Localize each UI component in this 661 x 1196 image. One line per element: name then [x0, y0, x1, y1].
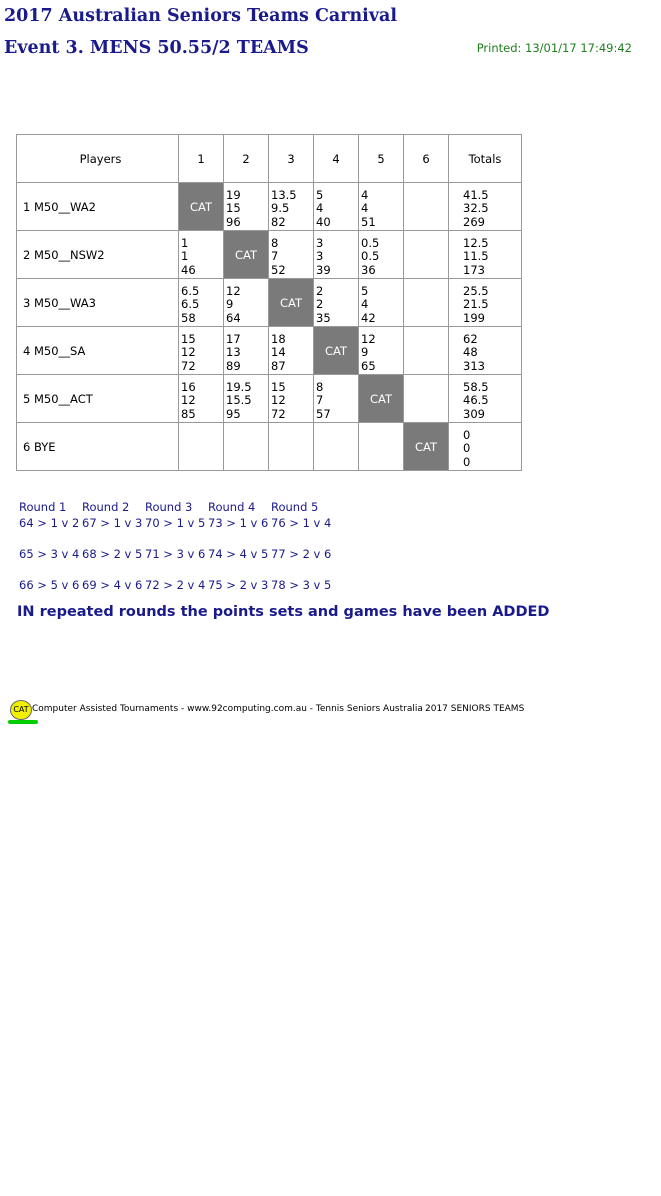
player-name: 5 M50__ACT	[17, 375, 179, 423]
player-name: 1 M50__WA2	[17, 183, 179, 231]
score-cell	[179, 375, 224, 423]
match-entry: 69 > 4 v 6	[82, 578, 143, 592]
column-header: 1	[179, 135, 224, 183]
totals-cell	[449, 231, 522, 279]
column-header: Totals	[449, 135, 522, 183]
table-row	[17, 423, 522, 471]
column-header: Players	[17, 135, 179, 183]
score-value: 9.5	[271, 201, 290, 216]
footer-credit: Computer Assisted Tournaments - www.92computing.com.au - Tennis Seniors Australia	[32, 704, 423, 714]
score-value: 12	[181, 345, 196, 360]
score-cell	[179, 423, 224, 471]
score-cell	[359, 231, 404, 279]
score-value: 6.5	[181, 297, 200, 312]
footer-event: 2017 SENIORS TEAMS	[425, 704, 525, 714]
score-value: 5	[316, 187, 324, 202]
total-value: 58.5	[463, 379, 489, 394]
score-value: 40	[316, 215, 331, 230]
total-value: 11.5	[463, 249, 489, 264]
score-cell	[404, 231, 449, 279]
score-cell	[359, 423, 404, 471]
score-value: 65	[361, 359, 376, 374]
score-value: 7	[271, 249, 279, 264]
cat-cell: CAT	[404, 423, 449, 471]
match-entry: 71 > 3 v 6	[145, 547, 206, 561]
match-entry: 68 > 2 v 5	[82, 547, 143, 561]
match-entry: 66 > 5 v 6	[19, 578, 80, 592]
round-column	[145, 499, 205, 608]
score-value: 15	[181, 331, 196, 346]
score-value: 85	[181, 407, 196, 422]
total-value: 62	[463, 331, 478, 346]
round-column	[19, 499, 79, 608]
player-name: 4 M50__SA	[17, 327, 179, 375]
score-value: 52	[271, 263, 286, 278]
score-cell	[314, 423, 359, 471]
score-value: 42	[361, 311, 376, 326]
score-cell	[179, 279, 224, 327]
score-value: 12	[361, 331, 376, 346]
score-cell	[224, 183, 269, 231]
score-value: 51	[361, 215, 376, 230]
table-row	[17, 279, 522, 327]
totals-cell	[449, 279, 522, 327]
score-cell	[314, 375, 359, 423]
repeated-rounds-note: IN repeated rounds the points sets and games have been ADDED	[17, 604, 550, 620]
score-value: 13	[226, 345, 241, 360]
score-cell	[224, 375, 269, 423]
cat-cell: CAT	[224, 231, 269, 279]
score-value: 12	[226, 283, 241, 298]
score-cell	[269, 231, 314, 279]
results-table	[16, 134, 522, 471]
total-value: 32.5	[463, 201, 489, 216]
score-cell	[404, 327, 449, 375]
total-value: 46.5	[463, 393, 489, 408]
table-row	[17, 375, 522, 423]
event-title: Event 3. MENS 50.55/2 TEAMS	[4, 38, 309, 58]
score-cell	[224, 423, 269, 471]
score-value: 4	[316, 201, 324, 216]
score-cell	[269, 375, 314, 423]
score-value: 2	[316, 297, 324, 312]
logo-underline	[8, 720, 38, 724]
score-value: 16	[181, 379, 196, 394]
column-header: 5	[359, 135, 404, 183]
total-value: 199	[463, 311, 485, 326]
score-value: 18	[271, 331, 286, 346]
score-cell	[314, 279, 359, 327]
player-name: 3 M50__WA3	[17, 279, 179, 327]
total-value: 313	[463, 359, 485, 374]
total-value: 0	[463, 427, 471, 442]
score-value: 57	[316, 407, 331, 422]
cat-cell: CAT	[269, 279, 314, 327]
cat-logo-icon: CAT	[10, 700, 32, 720]
match-entry: 75 > 2 v 3	[208, 578, 269, 592]
score-cell	[224, 327, 269, 375]
score-value: 4	[361, 201, 369, 216]
score-value: 87	[271, 359, 286, 374]
score-value: 35	[316, 311, 331, 326]
score-value: 19.5	[226, 379, 252, 394]
match-entry: 72 > 2 v 4	[145, 578, 206, 592]
round-column	[82, 499, 142, 608]
score-value: 96	[226, 215, 241, 230]
column-header: 4	[314, 135, 359, 183]
score-value: 82	[271, 215, 286, 230]
score-value: 58	[181, 311, 196, 326]
score-cell	[269, 327, 314, 375]
score-cell	[404, 279, 449, 327]
score-value: 89	[226, 359, 241, 374]
score-value: 15	[226, 201, 241, 216]
score-cell	[179, 327, 224, 375]
match-entry: 70 > 1 v 5	[145, 516, 206, 530]
score-cell	[269, 423, 314, 471]
score-value: 15.5	[226, 393, 252, 408]
score-value: 2	[316, 283, 324, 298]
table-row	[17, 231, 522, 279]
match-entry: 77 > 2 v 6	[271, 547, 332, 561]
score-value: 36	[361, 263, 376, 278]
totals-cell	[449, 327, 522, 375]
score-cell	[269, 183, 314, 231]
score-value: 13.5	[271, 187, 297, 202]
match-entry: 67 > 1 v 3	[82, 516, 143, 530]
match-entry: 73 > 1 v 6	[208, 516, 269, 530]
score-cell	[404, 375, 449, 423]
round-label: Round 4	[208, 500, 256, 514]
score-value: 4	[361, 187, 369, 202]
round-column	[208, 499, 268, 608]
score-cell	[314, 231, 359, 279]
score-cell	[359, 183, 404, 231]
total-value: 173	[463, 263, 485, 278]
total-value: 21.5	[463, 297, 489, 312]
footer	[8, 698, 568, 728]
score-value: 3	[316, 235, 324, 250]
score-value: 19	[226, 187, 241, 202]
match-entry: 74 > 4 v 5	[208, 547, 269, 561]
score-value: 1	[181, 249, 189, 264]
printed-timestamp: Printed: 13/01/17 17:49:42	[476, 41, 632, 55]
match-entry: 65 > 3 v 4	[19, 547, 80, 561]
match-entry: 76 > 1 v 4	[271, 516, 332, 530]
totals-cell	[449, 183, 522, 231]
score-cell	[359, 279, 404, 327]
player-name: 6 BYE	[17, 423, 179, 471]
total-value: 48	[463, 345, 478, 360]
totals-cell	[449, 375, 522, 423]
player-name: 2 M50__NSW2	[17, 231, 179, 279]
score-value: 72	[181, 359, 196, 374]
score-value: 46	[181, 263, 196, 278]
total-value: 0	[463, 441, 471, 456]
column-header: 6	[404, 135, 449, 183]
total-value: 25.5	[463, 283, 489, 298]
round-column	[271, 499, 331, 608]
cat-cell: CAT	[359, 375, 404, 423]
score-value: 9	[361, 345, 369, 360]
total-value: 41.5	[463, 187, 489, 202]
score-value: 4	[361, 297, 369, 312]
score-value: 6.5	[181, 283, 200, 298]
table-row	[17, 183, 522, 231]
score-value: 1	[181, 235, 189, 250]
table-row	[17, 327, 522, 375]
cat-cell: CAT	[179, 183, 224, 231]
cat-cell: CAT	[314, 327, 359, 375]
score-value: 17	[226, 331, 241, 346]
match-entry: 64 > 1 v 2	[19, 516, 80, 530]
score-value: 9	[226, 297, 234, 312]
score-value: 39	[316, 263, 331, 278]
total-value: 12.5	[463, 235, 489, 250]
score-value: 64	[226, 311, 241, 326]
score-value: 5	[361, 283, 369, 298]
page-title: 2017 Australian Seniors Teams Carnival	[4, 6, 397, 26]
total-value: 0	[463, 455, 471, 470]
table-header-row	[17, 135, 522, 183]
score-value: 0.5	[361, 235, 380, 250]
score-value: 8	[316, 379, 324, 394]
score-cell	[314, 183, 359, 231]
round-label: Round 1	[19, 500, 67, 514]
score-cell	[359, 327, 404, 375]
score-value: 3	[316, 249, 324, 264]
total-value: 309	[463, 407, 485, 422]
score-cell	[404, 183, 449, 231]
score-cell	[224, 279, 269, 327]
score-value: 12	[181, 393, 196, 408]
round-label: Round 5	[271, 500, 319, 514]
score-value: 14	[271, 345, 286, 360]
total-value: 269	[463, 215, 485, 230]
score-value: 12	[271, 393, 286, 408]
score-value: 15	[271, 379, 286, 394]
round-label: Round 2	[82, 500, 130, 514]
score-value: 0.5	[361, 249, 380, 264]
score-value: 7	[316, 393, 324, 408]
totals-cell	[449, 423, 522, 471]
score-value: 72	[271, 407, 286, 422]
column-header: 3	[269, 135, 314, 183]
match-entry: 78 > 3 v 5	[271, 578, 332, 592]
round-label: Round 3	[145, 500, 193, 514]
score-cell	[179, 231, 224, 279]
column-header: 2	[224, 135, 269, 183]
score-value: 95	[226, 407, 241, 422]
score-value: 8	[271, 235, 279, 250]
